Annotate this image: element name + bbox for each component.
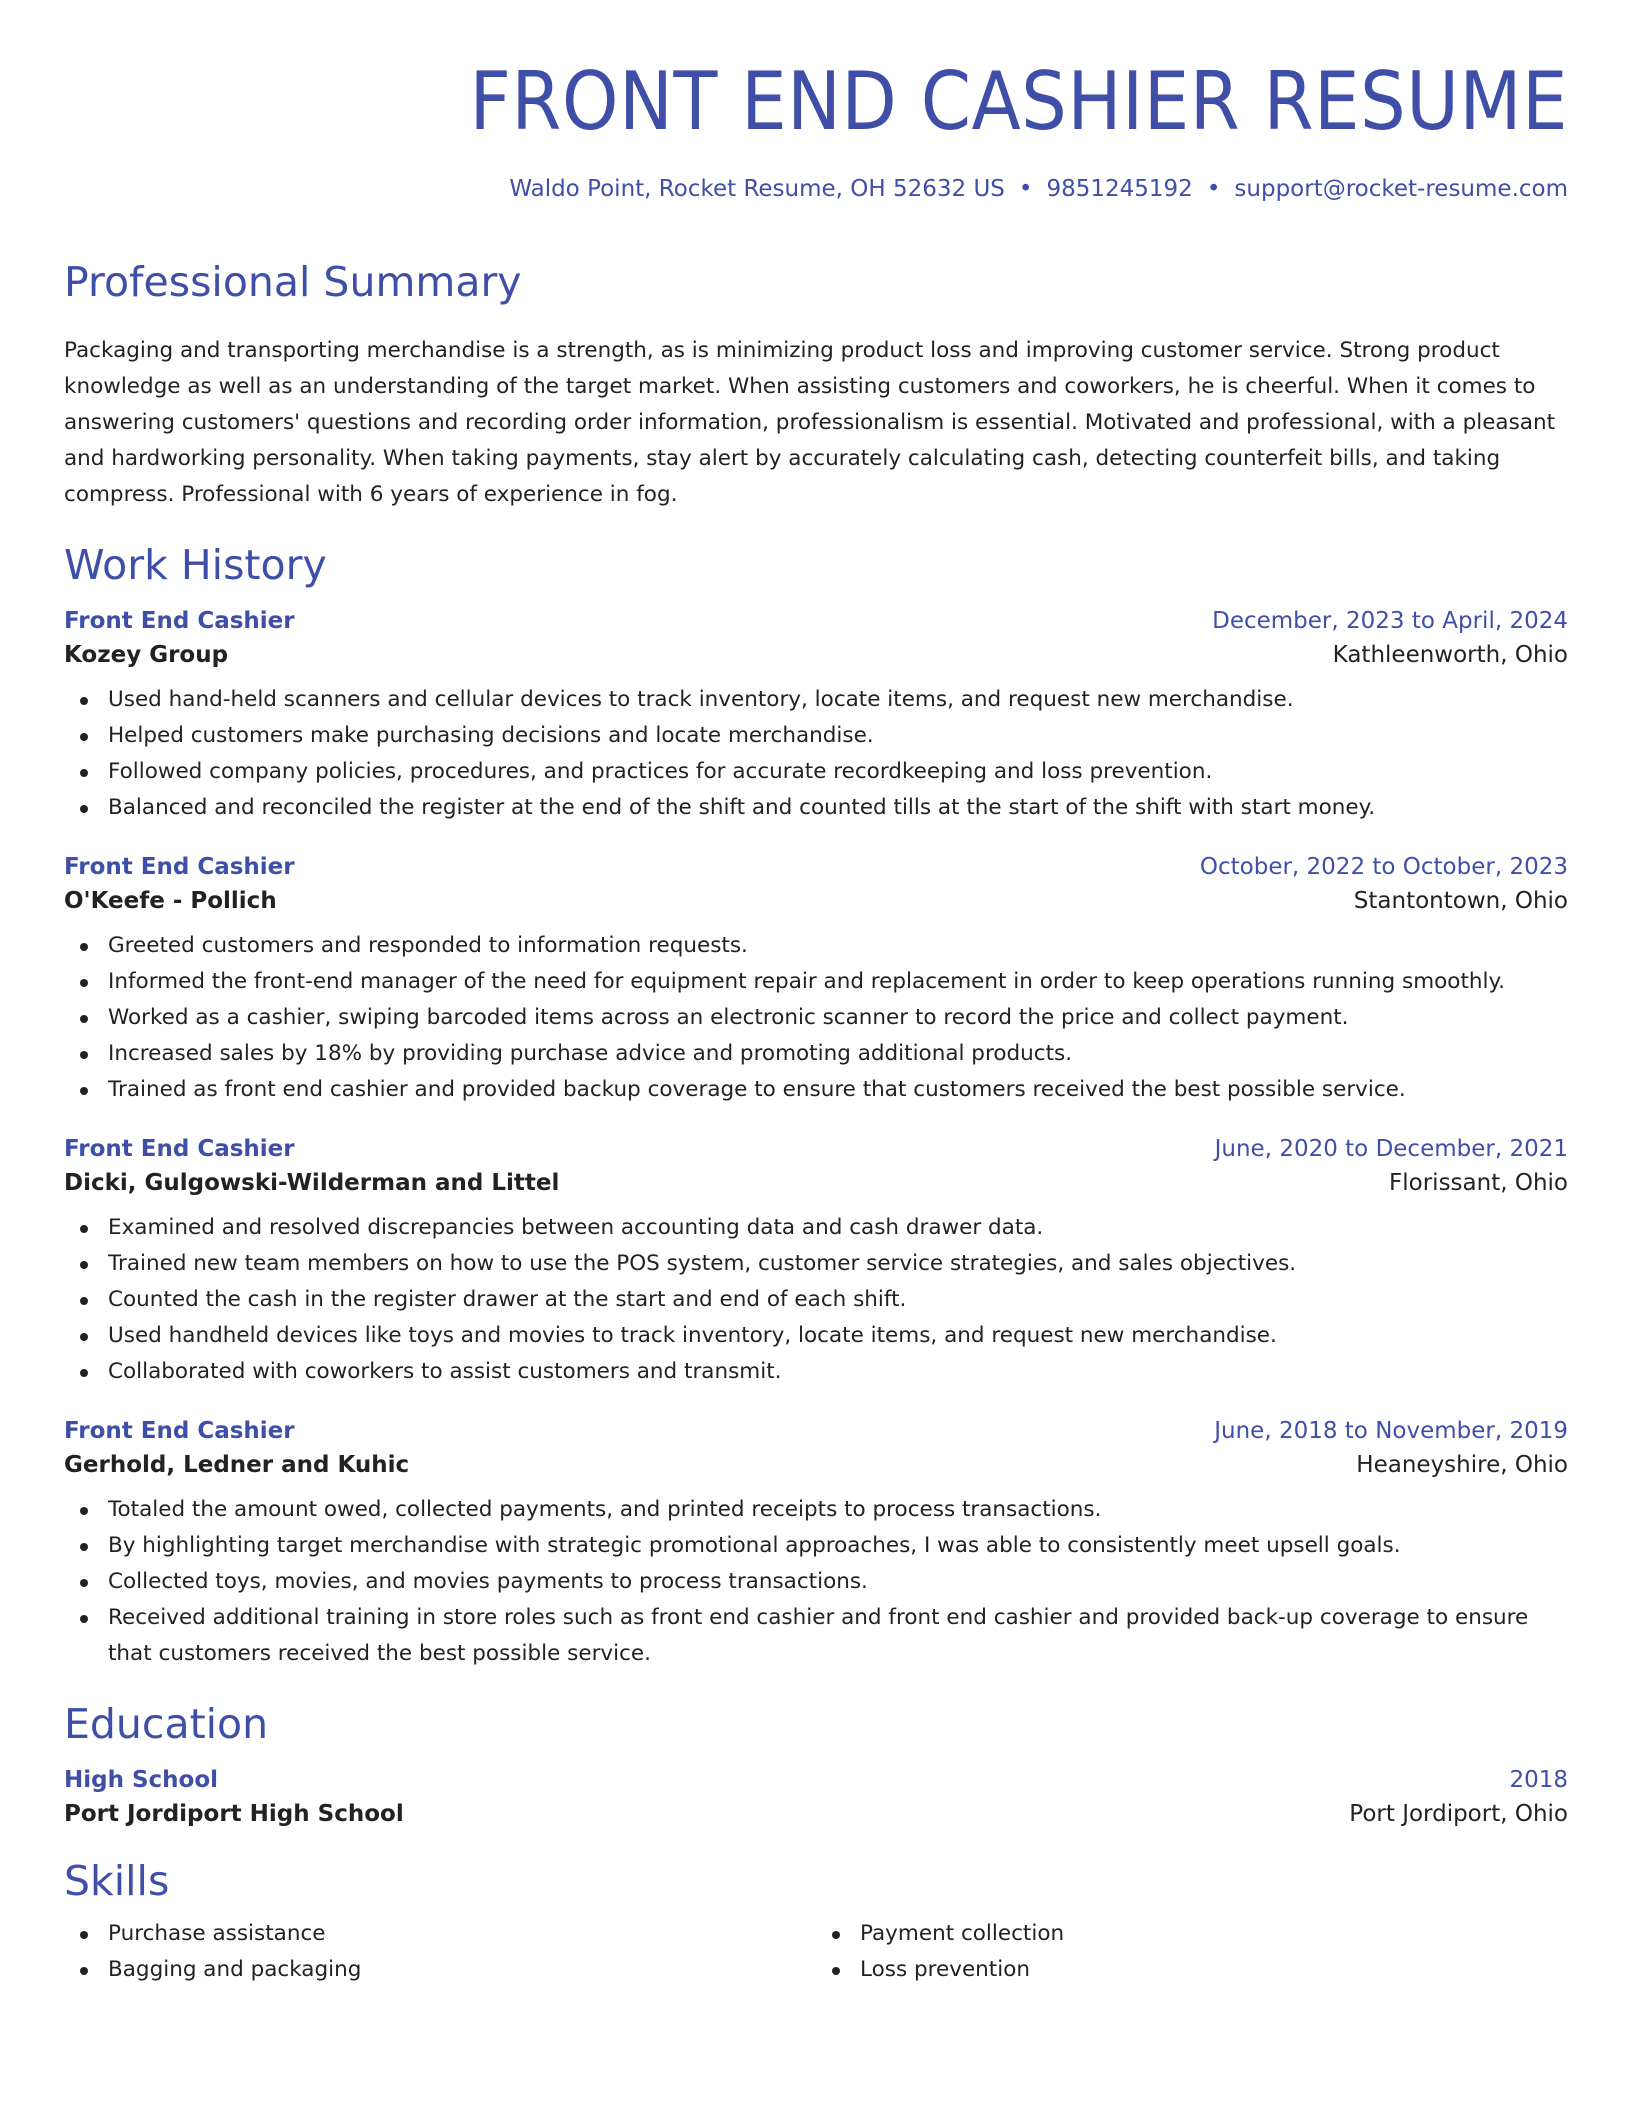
contact-line xyxy=(64,176,1568,204)
job-bullet: Collaborated with coworkers to assist customers and transmit. xyxy=(108,1354,1568,1390)
job-bullet: Collected toys, movies, and movies payments to process transactions. xyxy=(108,1564,1568,1600)
job-entry xyxy=(64,1418,1568,1672)
education-year: 2018 xyxy=(1509,1766,1568,1793)
contact-separator: • xyxy=(1206,176,1221,202)
summary-text: Packaging and transporting merchandise is a strength, as is minimizing product loss and improving customer service. Strong product knowledge as well as an understanding of the target market. When assisting customers and coworkers, he is cheerful. When it comes to answering customers' questions and recording order information, professionalism is essential. Motivated and professional, with a pleasant and hardworking personality. When taking payments, stay alert by accurately calculating cash, detecting counterfeit bills, and taking compress. Professional with 6 years of experience in fog. xyxy=(64,337,1556,507)
skill-item: Payment collection xyxy=(860,1916,1568,1952)
education-heading: Education xyxy=(64,1699,269,1748)
job-entry xyxy=(64,854,1568,1108)
job-company-row xyxy=(64,642,1568,668)
job-bullet: Greeted customers and responded to information requests. xyxy=(108,928,1568,964)
job-bullet: Totaled the amount owed, collected payments, and printed receipts to process transactions. xyxy=(108,1492,1568,1528)
skill-item: Bagging and packaging xyxy=(108,1952,816,1988)
job-title: Front End Cashier xyxy=(64,1417,295,1444)
job-location: Kathleenworth, Ohio xyxy=(1332,641,1568,668)
education-degree: High School xyxy=(64,1766,219,1793)
job-bullet: Followed company policies, procedures, and practices for accurate recordkeeping and loss prevention. xyxy=(108,754,1568,790)
job-bullet: Received additional training in store roles such as front end cashier and front end cashier and provided back-up coverage to ensure that customers received the best possible service. xyxy=(108,1600,1568,1672)
job-bullet: Trained as front end cashier and provided backup coverage to ensure that customers received the best possible service. xyxy=(108,1072,1568,1108)
job-dates: October, 2022 to October, 2023 xyxy=(1199,853,1568,880)
contact-address: Waldo Point, Rocket Resume, OH 52632 US xyxy=(509,176,1005,202)
job-bullet: Helped customers make purchasing decisions and locate merchandise. xyxy=(108,718,1568,754)
job-bullet: Worked as a cashier, swiping barcoded items across an electronic scanner to record the price and collect payment. xyxy=(108,1000,1568,1036)
job-company-row xyxy=(64,1452,1568,1478)
skill-item: Loss prevention xyxy=(860,1952,1568,1988)
job-bullet: Counted the cash in the register drawer at the start and end of each shift. xyxy=(108,1282,1568,1318)
contact-email: support@rocket-resume.com xyxy=(1234,176,1568,202)
job-company-row xyxy=(64,1170,1568,1196)
job-title: Front End Cashier xyxy=(64,1135,295,1162)
job-location: Heaneyshire, Ohio xyxy=(1356,1451,1568,1478)
job-header-row xyxy=(64,1136,1568,1162)
job-bullets xyxy=(64,1210,1568,1390)
education-location: Port Jordiport, Ohio xyxy=(1349,1800,1568,1827)
job-bullet: Examined and resolved discrepancies between accounting data and cash drawer data. xyxy=(108,1210,1568,1246)
job-bullet: Balanced and reconciled the register at the end of the shift and counted tills at the start of the shift with start money. xyxy=(108,790,1568,826)
skills-column-right xyxy=(816,1916,1568,1988)
work-history-heading: Work History xyxy=(64,540,327,589)
job-title: Front End Cashier xyxy=(64,607,295,634)
job-company: Kozey Group xyxy=(64,641,229,668)
job-bullets xyxy=(64,928,1568,1108)
education-header-row xyxy=(64,1767,1568,1793)
job-header-row xyxy=(64,1418,1568,1444)
job-location: Stantontown, Ohio xyxy=(1353,887,1568,914)
education-school: Port Jordiport High School xyxy=(64,1800,404,1827)
job-header-row xyxy=(64,608,1568,634)
job-bullet: Used handheld devices like toys and movies to track inventory, locate items, and request new merchandise. xyxy=(108,1318,1568,1354)
contact-phone: 9851245192 xyxy=(1046,176,1193,202)
skills-list xyxy=(64,1916,1568,1988)
job-bullet: Increased sales by 18% by providing purchase advice and promoting additional products. xyxy=(108,1036,1568,1072)
skills-heading: Skills xyxy=(64,1856,170,1905)
resume-title: FRONT END CASHIER RESUME xyxy=(469,55,1568,148)
contact-separator: • xyxy=(1018,176,1033,202)
job-bullet: Informed the front-end manager of the need for equipment repair and replacement in order to keep operations running smoothly. xyxy=(108,964,1568,1000)
job-company: Gerhold, Ledner and Kuhic xyxy=(64,1451,410,1478)
job-dates: June, 2018 to November, 2019 xyxy=(1214,1417,1568,1444)
education-entry xyxy=(64,1767,1568,1827)
job-dates: June, 2020 to December, 2021 xyxy=(1214,1135,1568,1162)
job-bullet: By highlighting target merchandise with strategic promotional approaches, I was able to consistently meet upsell goals. xyxy=(108,1528,1568,1564)
skill-item: Purchase assistance xyxy=(108,1916,816,1952)
education-school-row xyxy=(64,1801,1568,1827)
job-company: O'Keefe - Pollich xyxy=(64,887,277,914)
summary-heading: Professional Summary xyxy=(64,257,522,306)
job-header-row xyxy=(64,854,1568,880)
job-entry xyxy=(64,608,1568,826)
job-title: Front End Cashier xyxy=(64,853,295,880)
job-company-row xyxy=(64,888,1568,914)
skills-column-left xyxy=(64,1916,816,1988)
job-bullets xyxy=(64,1492,1568,1672)
job-entry xyxy=(64,1136,1568,1390)
job-bullet: Used hand-held scanners and cellular devices to track inventory, locate items, and request new merchandise. xyxy=(108,682,1568,718)
job-location: Florissant, Ohio xyxy=(1389,1169,1568,1196)
job-bullets xyxy=(64,682,1568,826)
job-bullet: Trained new team members on how to use the POS system, customer service strategies, and sales objectives. xyxy=(108,1246,1568,1282)
job-company: Dicki, Gulgowski-Wilderman and Littel xyxy=(64,1169,560,1196)
job-dates: December, 2023 to April, 2024 xyxy=(1212,607,1568,634)
